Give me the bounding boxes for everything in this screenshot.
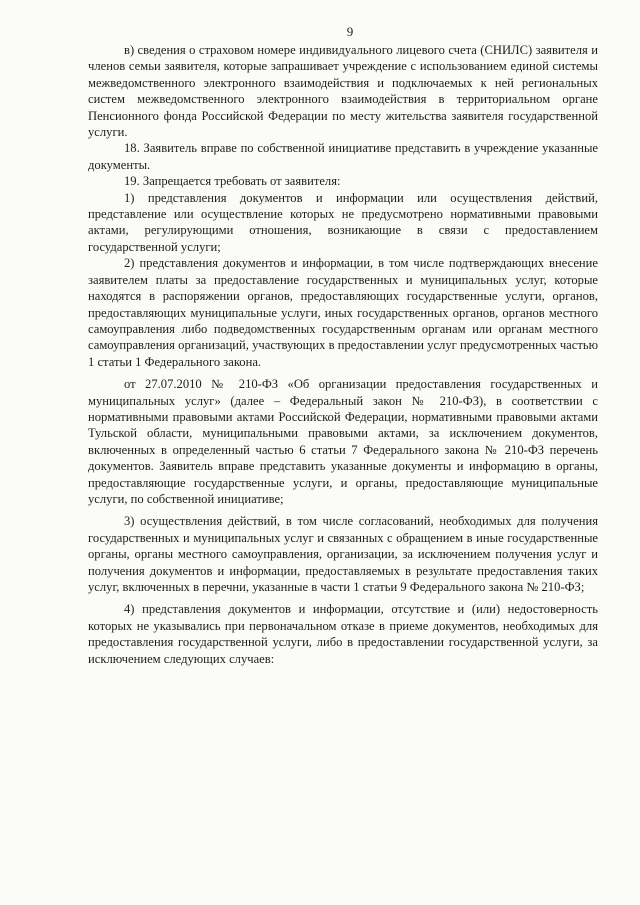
paragraph-18: 18. Заявитель вправе по собственной инициативе представить в учреждение указанные документы.: [88, 141, 598, 172]
paragraph-law-reference: от 27.07.2010 № 210-ФЗ «Об организации предоставления государственных и муниципальных услуг» (далее – Федеральный закон № 210-ФЗ), в соответствии с нормативными правовыми актами Российской Федерации, нормативными правовыми актами Тульской области, муниципальными правовыми актами, за исключением документов, включенных в определенный частью 6 статьи 7 Федерального закона № 210-ФЗ перечень документов. Заявитель вправе представить указанные документы и информацию в органы, предоставляющие государственные услуги, и органы, предоставляющие муниципальные услуги, по собственной инициативе;: [88, 377, 598, 506]
paragraph-19-item-4: 4) представления документов и информации, отсутствие и (или) недостоверность которых не указывались при первоначальном отказе в приеме документов, необходимых для предоставления государственной услуги, либо в предоставлении государственной услуги, за исключением следующих случаев:: [88, 602, 598, 666]
paragraph-19: 19. Запрещается требовать от заявителя:: [124, 174, 341, 189]
paragraph-19-item-2: 2) представления документов и информации, в том числе подтверждающих внесение заявителем платы за предоставление государственных и муниципальных услуг, которые находятся в распоряжении органов, предоставляющих государственные услуги, органов, предоставляющих муниципальные услуги, иных государственных органов, органов местного самоуправления либо подведомственных государственным органам или органам местного самоуправления организаций, участвующих в предоставлении услуг предусмотренных частью 1 статьи 1 Федерального закона.: [88, 256, 598, 369]
page-number: 9: [346, 24, 354, 39]
paragraph-19-item-3: 3) осуществления действий, в том числе согласований, необходимых для получения государственных и муниципальных услуг и связанных с обращением в иные государственные органы, органы местного самоуправления, организации, за исключением получения услуг и получения документов и информации, предоставляемых в результате предоставления таких услуг, включенных в перечни, указанные в части 1 статьи 9 Федерального закона № 210-ФЗ;: [88, 514, 598, 594]
paragraph-v-snils: в) сведения о страховом номере индивидуального лицевого счета (СНИЛС) заявителя и членов семьи заявителя, которые запрашивает учреждение с использованием единой системы межведомственного электронного взаимодействия и подключаемых к ней региональных систем межведомственного электронного взаимодействия в территориальном органе Пенсионного фонда Российской Федерации по месту жительства заявителя государственной услуги.: [88, 43, 598, 140]
paragraph-19-item-1: 1) представления документов и информации или осуществления действий, представление или осуществление которых не предусмотрено нормативными правовыми актами, регулирующими отношения, возникающие в связи с предоставлением государственной услуги;: [88, 190, 598, 254]
